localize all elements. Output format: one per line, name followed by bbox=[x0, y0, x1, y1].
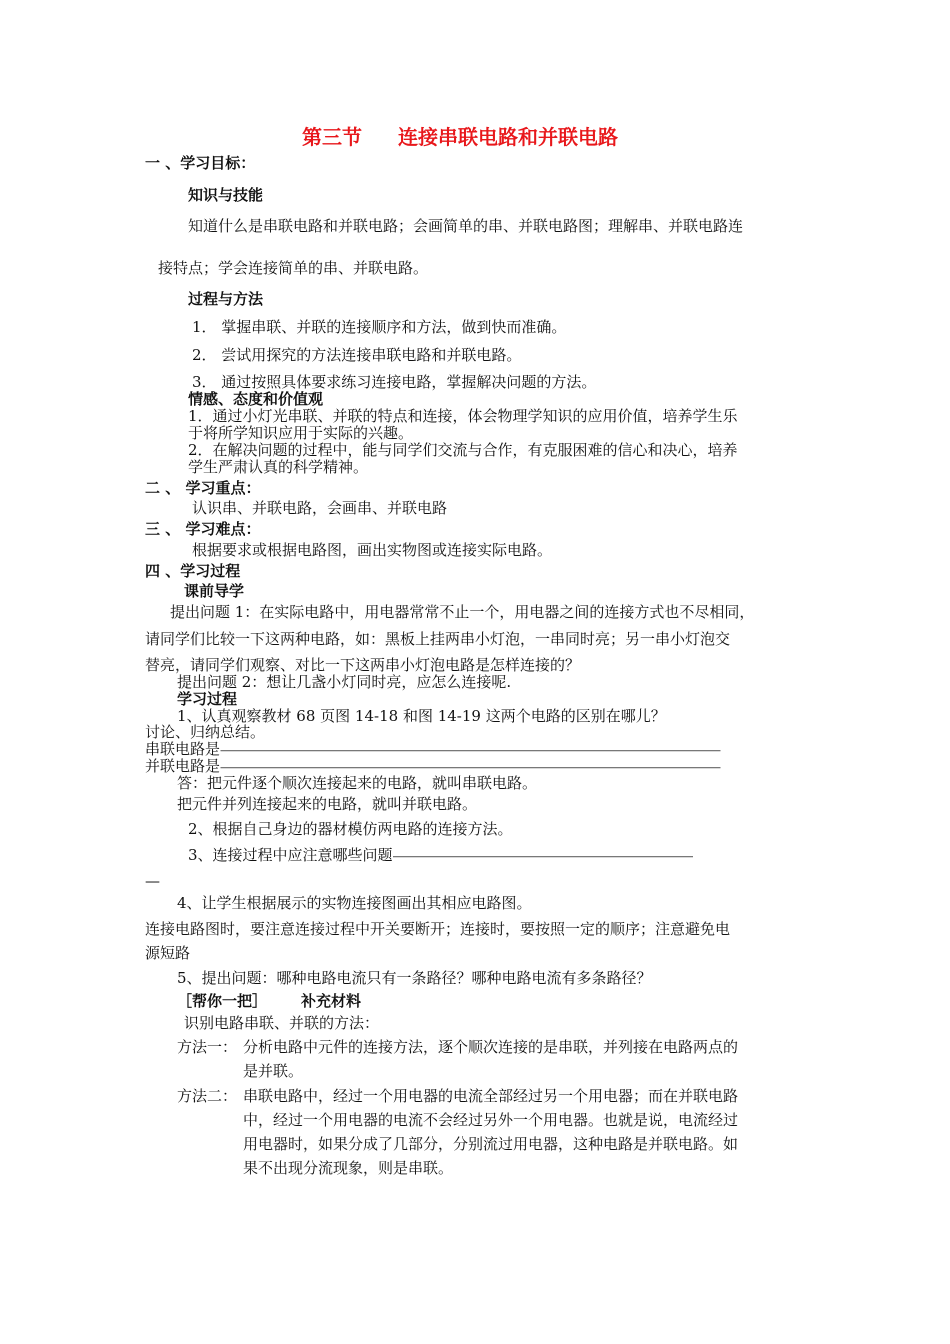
method-2-line4: 果不出现分流现象，则是串联。 bbox=[243, 1159, 454, 1177]
question-1-line2: 请同学们比较一下这两种电路，如：黑板上挂两串小灯泡，一串同时亮；另一串小灯泡交 bbox=[145, 630, 731, 648]
step-3: 3、连接过程中应注意哪些问题 bbox=[188, 846, 393, 864]
answer-parallel: 把元件并列连接起来的电路，就叫并联电路。 bbox=[177, 795, 478, 813]
method-1-line2: 是并联。 bbox=[243, 1062, 304, 1080]
method-1-line1: 分析电路中元件的连接方法，逐个顺次连接的是串联，并列接在电路两点的 bbox=[243, 1038, 739, 1056]
question-2: 提出问题 2：想让几盏小灯同时亮，应怎么连接呢. bbox=[177, 673, 512, 691]
subheading-emotion: 情感、态度和价值观 bbox=[188, 390, 324, 408]
discuss-text: 讨论、归纳总结。 bbox=[145, 723, 266, 741]
step-4: 4、让学生根据展示的实物连接图画出其相应电路图。 bbox=[177, 894, 532, 912]
page-title bbox=[302, 125, 618, 149]
method-2-line1: 串联电路中，经过一个用电器的电流全部经过另一个用电器；而在并联电路 bbox=[243, 1087, 739, 1105]
supplement-heading: 补充材料 bbox=[301, 992, 362, 1010]
difficulties-text: 根据要求或根据电路图，画出实物图或连接实际电路。 bbox=[192, 541, 553, 559]
subheading-preclass: 课前导学 bbox=[184, 582, 245, 600]
process-item-2: 2． 尝试用探究的方法连接串联电路和并联电路。 bbox=[192, 346, 522, 364]
subheading-process: 过程与方法 bbox=[188, 290, 264, 308]
identify-text: 识别电路串联、并联的方法： bbox=[184, 1014, 380, 1032]
title-text: 连接串联电路和并联电路 bbox=[398, 125, 618, 149]
knowledge-text-line1: 知道什么是串联电路和并联电路；会画简单的串、并联电路图；理解串、并联电路连 bbox=[188, 217, 744, 235]
process-item-1: 1． 掌握串联、并联的连接顺序和方法，做到快而准确。 bbox=[192, 318, 567, 336]
question-1-line3: 替亮，请同学们观察、对比一下这两串小灯泡电路是怎样连接的？ bbox=[145, 656, 581, 674]
help-heading: ［帮你一把］ bbox=[177, 992, 268, 1010]
step-5: 5、提出问题：哪种电路电流只有一条路径？哪种电路电流有多条路径？ bbox=[177, 969, 652, 987]
question-1-line1: 提出问题 1：在实际电路中，用电器常常不止一个，用电器之间的连接方式也不尽相同， bbox=[170, 603, 755, 621]
method-2-line3: 用电器时，如果分成了几部分，分别流过用电器，这种电路是并联电路。如 bbox=[243, 1135, 739, 1153]
parallel-label: 并联电路是 bbox=[145, 757, 221, 775]
emotion-item-1-line2: 于将所学知识应用于实际的兴趣。 bbox=[188, 424, 414, 442]
step-3-blank: —————————————————————————————— bbox=[392, 850, 693, 863]
emotion-item-1-line1: 1．通过小灯光串联、并联的特点和连接，体会物理学知识的应用价值，培养学生乐 bbox=[188, 407, 738, 425]
step-2: 2、根据自己身边的器材模仿两电路的连接方法。 bbox=[188, 820, 513, 838]
title-section-number: 第三节 bbox=[302, 125, 362, 149]
key-points-text: 认识串、并联电路，会画串、并联电路 bbox=[192, 499, 448, 517]
method-2-label: 方法二： bbox=[177, 1087, 238, 1105]
knowledge-text-line2: 接特点；学会连接简单的串、并联电路。 bbox=[158, 259, 429, 277]
series-label: 串联电路是 bbox=[145, 740, 221, 758]
answer-series: 答：把元件逐个顺次连接起来的电路，就叫串联电路。 bbox=[177, 774, 538, 792]
process-item-3: 3． 通过按照具体要求练习连接电路，掌握解决问题的方法。 bbox=[192, 373, 597, 391]
subheading-learning: 学习过程 bbox=[177, 690, 238, 708]
series-blank: —————————————————————————————————————————————————— bbox=[220, 744, 721, 757]
section-heading-key-points: 二 、 学习重点： bbox=[145, 479, 261, 497]
subheading-knowledge: 知识与技能 bbox=[188, 186, 264, 204]
section-heading-objectives: 一 、学习目标： bbox=[145, 154, 256, 172]
step-1: 1、认真观察教材 68 页图 14-18 和图 14-19 这两个电路的区别在哪儿？ bbox=[177, 707, 666, 725]
note-line2: 源短路 bbox=[145, 944, 191, 962]
section-heading-difficulties: 三 、 学习难点： bbox=[145, 520, 261, 538]
section-heading-process: 四 、学习过程 bbox=[145, 562, 241, 580]
step-3-blank-tail: — bbox=[145, 872, 160, 890]
help-heading-line bbox=[177, 992, 361, 1010]
emotion-item-2-line2: 学生严肃认真的科学精神。 bbox=[188, 458, 369, 476]
parallel-blank: —————————————————————————————————————————————————— bbox=[220, 761, 721, 774]
note-line1: 连接电路图时，要注意连接过程中开关要断开；连接时，要按照一定的顺序；注意避免电 bbox=[145, 920, 731, 938]
step-3-line bbox=[188, 846, 693, 866]
method-1-label: 方法一： bbox=[177, 1038, 238, 1056]
emotion-item-2-line1: 2．在解决问题的过程中，能与同学们交流与合作，有克服困难的信心和决心，培养 bbox=[188, 441, 738, 459]
method-2-line2: 中，经过一个用电器的电流不会经过另外一个用电器。也就是说，电流经过 bbox=[243, 1111, 739, 1129]
